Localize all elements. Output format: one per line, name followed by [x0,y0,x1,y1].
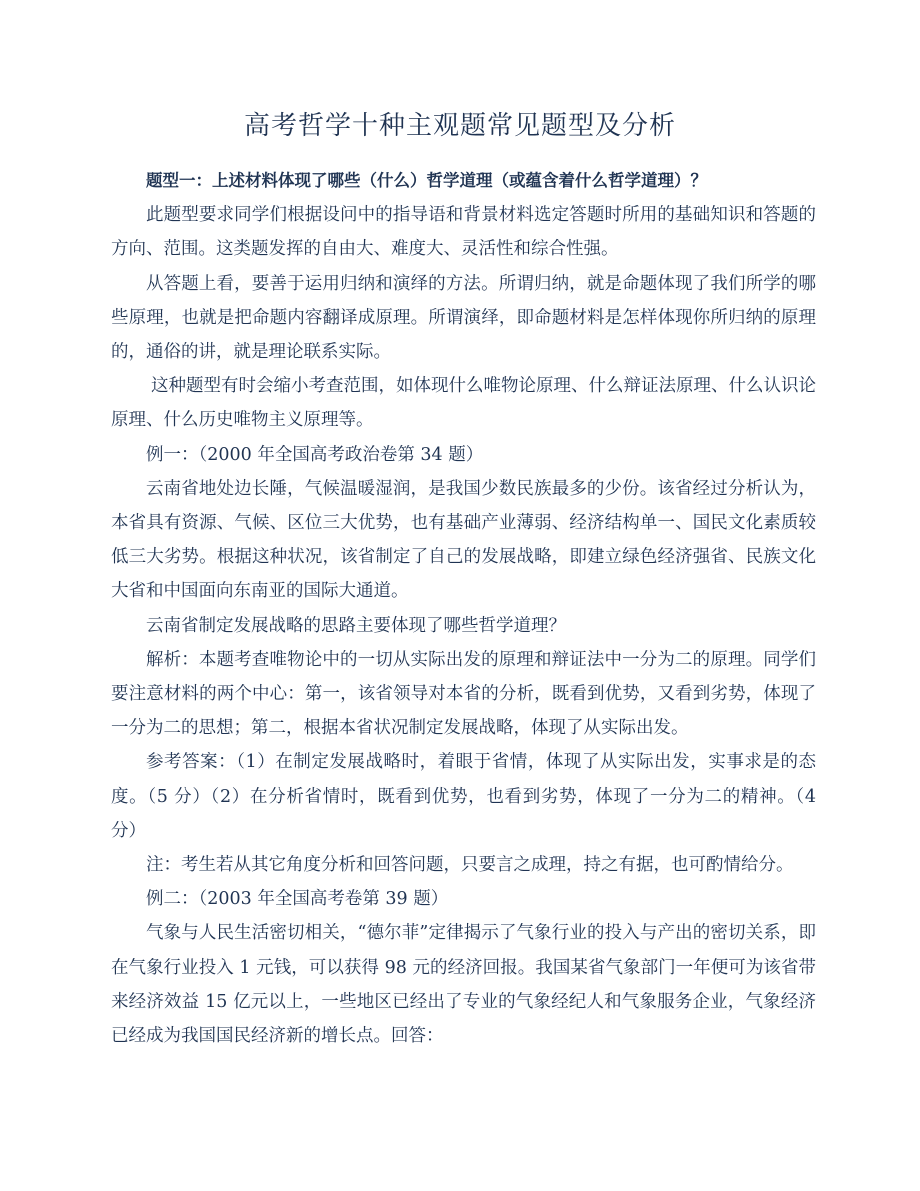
example-question: 云南省制定发展战略的思路主要体现了哪些哲学道理？ [146,615,566,636]
document-title: 高考哲学十种主观题常见题型及分析 [243,111,676,141]
example-material: 气象与人民生活密切相关，“德尔菲”定律揭示了气象行业的投入与产出的密切关系，即在气象行业投入 1 元钱，可以获得 98 元的经济回报。我国某省气象部门一年便可为该省带来经济效益 15 亿元以上，一些地区已经出了专业的气象经纪人和气象服务企业，气象经济已经成为我国国民经济新的增长点。回答： [111,923,816,1047]
document-body [111,164,816,1053]
example-heading: 例一：（2000 年全国高考政治卷第 34 题） [146,444,484,465]
example-material: 云南省地处边长陲，气候温暖湿润，是我国少数民族最多的少份。该省经过分析认为，本省具有资源、气候、区位三大优势，也有基础产业薄弱、经济结构单一、国民文化素质较低三大劣势。根据这种状况，该省制定了自己的发展战略，即建立绿色经济强省、民族文化大省和中国面向东南亚的国际大通道。 [111,478,816,602]
note-paragraph: 注：考生若从其它角度分析和回答问题，只要言之成理，持之有据，也可酌情给分。 [146,855,794,876]
body-paragraph: 这种题型有时会缩小考查范围，如体现什么唯物论原理、什么辩证法原理、什么认识论原理、什么历史唯物主义原理等。 [111,376,816,431]
body-paragraph: 从答题上看，要善于运用归纳和演绎的方法。所谓归纳，就是命题体现了我们所学的哪些原理，也就是把命题内容翻译成原理。所谓演绎，即命题材料是怎样体现你所归纳的原理的，通俗的讲，就是理论联系实际。 [111,273,816,363]
question-type-heading: 题型一：上述材料体现了哪些（什么）哲学道理（或蕴含着什么哲学道理）？ [146,171,707,190]
reference-answer: 参考答案：（1）在制定发展战略时，着眼于省情，体现了从实际出发，实事求是的态度。（5 分）（2）在分析省情时，既看到优势，也看到劣势，体现了一分为二的精神。（4 分） [111,752,816,841]
body-paragraph: 此题型要求同学们根据设问中的指导语和背景材料选定答题时所用的基础知识和答题的方向、范围。这类题发挥的自由大、难度大、灵活性和综合性强。 [111,205,816,260]
analysis-paragraph: 解析：本题考查唯物论中的一切从实际出发的原理和辩证法中一分为二的原理。同学们要注意材料的两个中心：第一，该省领导对本省的分析，既看到优势，又看到劣势，体现了一分为二的思想；第二，根据本省状况制定发展战略，体现了从实际出发。 [111,649,816,739]
example-heading: 例二：（2003 年全国高考卷第 39 题） [146,889,449,910]
